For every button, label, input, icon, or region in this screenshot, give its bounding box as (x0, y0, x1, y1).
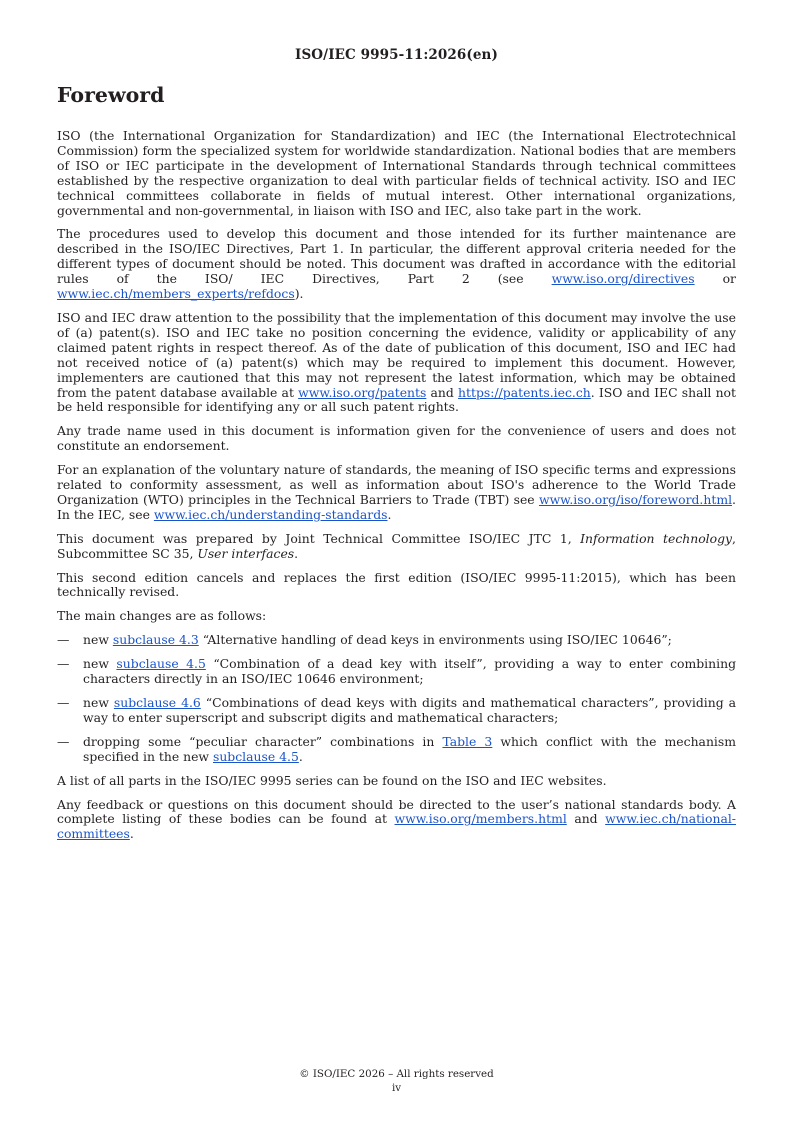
paragraph-text: ISO (the International Organization for Standardization) and IEC (the International Electrotechnical Commission) form the specialized system for worldwide standardization. National bodies that are members of ISO or IEC participate in the development of International Standards through technical committees established by the respective organization to deal with particular fields of technical activity. ISO and IEC technical committees collaborate in fields of mutual interest. Other international organizations, governmental and non-governmental, in liaison with ISO and IEC, also take part in the work. (57, 128, 736, 218)
page-number: iv (391, 1082, 402, 1094)
paragraph-text: ISO and IEC draw attention to the possibility that the implementation of this document may involve the use of (a) patent(s). ISO and IEC take no position concerning the evidence, validity or applicability of any claimed patent rights in respect thereof. As of the date of publication of this document, ISO and IEC had not received notice of (a) patent(s) which may be required to implement this document. However, implementers are cautioned that this may not represent the latest information, which may be obtained from the patent database available at (57, 309, 736, 400)
item-text: . (298, 748, 303, 764)
link-subclause-4-6[interactable]: subclause 4.6 (113, 695, 201, 710)
paragraph-text: A list of all parts in the ISO/IEC 9995 series can be found on the ISO and IEC websites. (57, 772, 607, 788)
link-subclause-4-5[interactable]: subclause 4.5 (116, 656, 206, 672)
paragraph-text: This second edition cancels and replaces the first edition (ISO/IEC 9995-11:2015), which has been technically revised. (57, 569, 736, 600)
link-iso-patents[interactable]: www.iso.org/patents (298, 384, 427, 400)
paragraph-text: ). (294, 286, 304, 302)
dash-bullet: — (57, 733, 70, 749)
link-table-3[interactable]: Table 3 (442, 733, 493, 749)
paragraph-text: and (426, 384, 459, 400)
paragraph-patents (57, 311, 736, 415)
copyright-notice: © ISO/IEC 2026 – All rights reserved (299, 1068, 494, 1080)
item-text: dropping some “peculiar character” combinations in (83, 733, 443, 749)
paragraph-text: For an explanation of the voluntary nature of standards, the meaning of ISO specific terms and expressions related to conformity assessment, as well as information about ISO's adherence to the World Trade Organization (WTO) principles in the Technical Barriers to Trade (TBT) see (57, 462, 736, 507)
item-text: which conflict with the mechanism specified in the new (83, 733, 736, 764)
changes-list (57, 633, 736, 764)
paragraph-text: . ISO and IEC shall not be held responsible for identifying any or all such patent rights. (57, 384, 736, 415)
list-item (57, 696, 736, 726)
paragraph-text: and (566, 811, 606, 827)
dash-bullet: — (57, 632, 70, 648)
link-iso-members[interactable]: www.iso.org/members.html (394, 811, 567, 827)
paragraph-text: . In the IEC, see (57, 491, 736, 522)
paragraph-text: The main changes are as follows: (57, 608, 267, 624)
link-iec-refdocs[interactable]: www.iec.ch/members_experts/refdocs (57, 286, 295, 302)
paragraph-iso-iec-intro (57, 129, 736, 218)
page-title: Foreword (57, 83, 165, 107)
document-identifier: ISO/IEC 9995-11:2026(en) (295, 47, 498, 63)
link-subclause-4-3[interactable]: subclause 4.3 (112, 632, 199, 648)
paragraph-text: Any feedback or questions on this document should be directed to the user’s national standards body. A complete listing of these bodies can be found at (57, 796, 736, 827)
paragraph-voluntary-nature (57, 463, 736, 523)
subcommittee-title: User interfaces (197, 545, 295, 561)
link-subclause-4-5[interactable]: subclause 4.5 (212, 748, 299, 764)
paragraph-text: . (129, 826, 134, 842)
paragraph-text: or (694, 271, 736, 287)
paragraph-text: . (294, 545, 299, 561)
paragraph-text: The procedures used to develop this document and those intended for its further maintenance are described in the ISO/IEC Directives, Part 1. In particular, the different approval criteria needed for the different types of document should be noted. This document was drafted in accordance with the editorial rules of the ISO/ IEC Directives, Part 2 (see (57, 226, 736, 287)
paragraph-edition (57, 571, 736, 601)
link-iec-national-committees[interactable]: www.iec.ch/national-committees (57, 811, 736, 842)
item-text: “Combinations of dead keys with digits and mathematical characters”, providing a way to enter superscript and subscript digits and mathematical characters; (83, 695, 736, 725)
list-item (57, 735, 736, 765)
item-text: new (83, 632, 113, 648)
page-footer (0, 1067, 793, 1095)
item-text: “Alternative handling of dead keys in environments using ISO/IEC 10646”; (198, 632, 672, 648)
item-text: “Combination of a dead key with itself”, providing a way to enter combining characters directly in an ISO/IEC 10646 environment; (83, 656, 736, 687)
paragraph-series-list (57, 774, 736, 789)
dash-bullet: — (57, 695, 70, 710)
item-text: new (83, 695, 114, 710)
paragraph-text: This document was prepared by Joint Technical Committee ISO/IEC JTC 1, (57, 530, 581, 546)
dash-bullet: — (57, 656, 70, 672)
paragraph-prepared-by (57, 532, 736, 562)
link-iso-foreword[interactable]: www.iso.org/iso/foreword.html (538, 491, 733, 507)
list-item (57, 657, 736, 687)
list-item (57, 633, 736, 648)
paragraph-text: . (387, 506, 392, 522)
paragraph-trade-name (57, 424, 736, 454)
committee-title: Information technology (580, 530, 733, 546)
paragraph-text: , Subcommittee SC 35, (57, 530, 736, 561)
link-iec-patents[interactable]: https://patents.iec.ch (458, 384, 591, 400)
item-text: new (83, 656, 117, 672)
link-iec-understanding-standards[interactable]: www.iec.ch/understanding-standards (153, 506, 388, 522)
link-iso-directives[interactable]: www.iso.org/directives (551, 271, 695, 287)
paragraph-feedback (57, 798, 736, 843)
paragraph-main-changes-intro (57, 609, 736, 624)
paragraph-procedures (57, 227, 736, 302)
foreword-section (57, 82, 736, 851)
paragraph-text: Any trade name used in this document is information given for the convenience of users and does not constitute an endorsement. (57, 423, 736, 454)
